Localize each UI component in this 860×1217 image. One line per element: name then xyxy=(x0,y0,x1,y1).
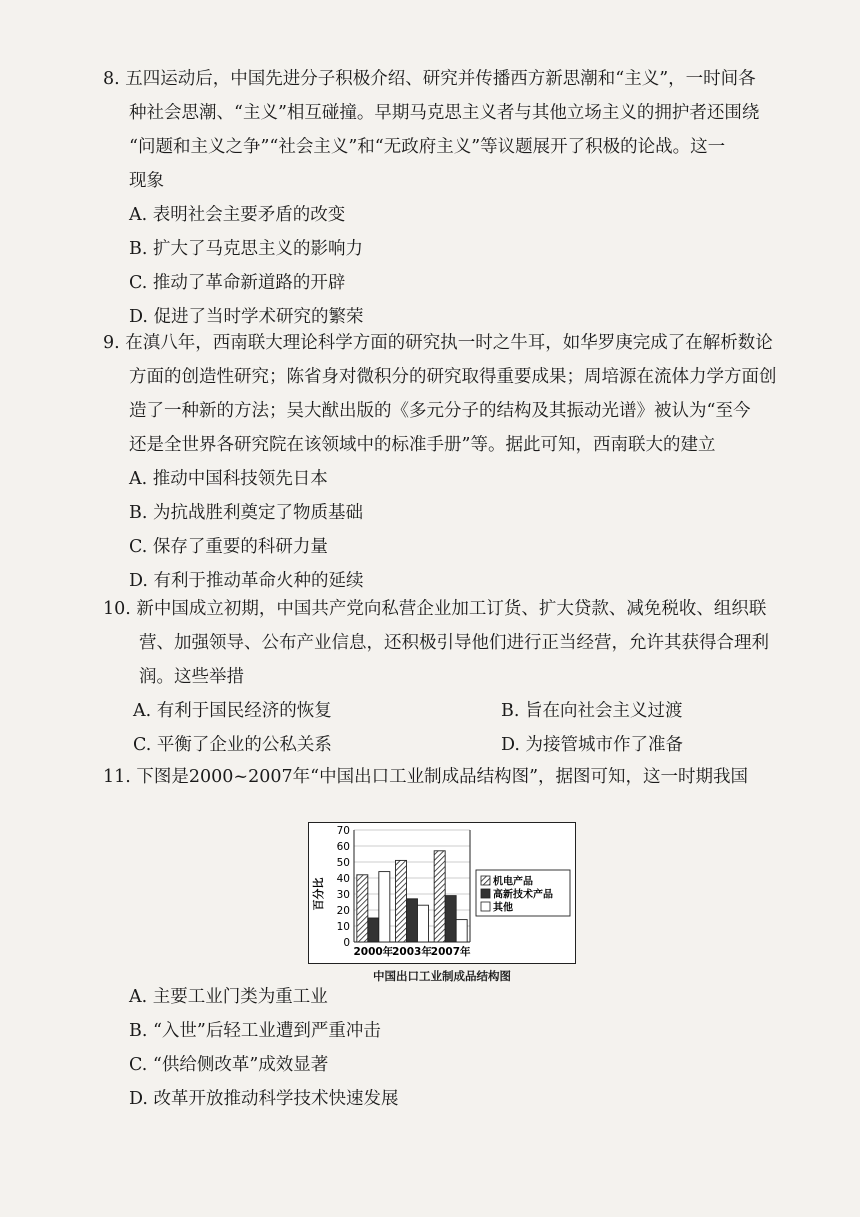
question-stem-line: 8. 五四运动后，中国先进分子积极介绍、研究并传播西方新思潮和“主义”，一时间各 xyxy=(103,69,756,89)
option-b: B. “入世”后轻工业遭到严重冲击 xyxy=(129,1021,381,1041)
legend-label: 其他 xyxy=(493,902,513,914)
legend-label: 机电产品 xyxy=(493,876,533,888)
option-a: A. 主要工业门类为重工业 xyxy=(129,987,328,1007)
legend-swatch xyxy=(481,889,490,898)
question-9 xyxy=(103,326,777,598)
bar-chart xyxy=(308,822,576,964)
option-a: A. 有利于国民经济的恢复 xyxy=(133,701,332,721)
bar xyxy=(434,851,445,942)
y-tick-label: 30 xyxy=(336,889,350,901)
y-tick-label: 10 xyxy=(336,921,350,933)
question-8 xyxy=(103,62,759,334)
question-stem-line: 营、加强领导、公布产业信息，还积极引导他们进行正当经营，允许其获得合理利 xyxy=(139,633,769,653)
option-b: B. 为抗战胜利奠定了物质基础 xyxy=(129,503,363,523)
chart-title: 中国出口工业制成品结构图 xyxy=(373,969,511,983)
y-tick-label: 0 xyxy=(343,937,350,949)
option-c: C. 推动了革命新道路的开辟 xyxy=(129,273,346,293)
bar xyxy=(445,896,456,942)
question-stem-line: 现象 xyxy=(129,171,164,191)
y-tick-label: 20 xyxy=(336,905,350,917)
bar xyxy=(456,920,467,942)
question-10 xyxy=(103,592,860,762)
question-stem-line: 方面的创造性研究；陈省身对微积分的研究取得重要成果；周培源在流体力学方面创 xyxy=(129,367,777,387)
bar xyxy=(418,905,429,942)
question-stem-line: 11. 下图是2000~2007年“中国出口工业制成品结构图”，据图可知，这一时期我国 xyxy=(103,767,749,787)
option-b: B. 扩大了马克思主义的影响力 xyxy=(129,239,363,259)
bar xyxy=(357,875,368,942)
bar xyxy=(396,860,407,942)
question-11-options xyxy=(103,980,399,1116)
legend-swatch xyxy=(481,902,490,911)
export-structure-chart xyxy=(308,822,576,964)
bar xyxy=(368,918,379,942)
option-d: D. 有利于推动革命火种的延续 xyxy=(129,571,364,591)
question-stem-line: 造了一种新的方法；吴大猷出版的《多元分子的结构及其振动光谱》被认为“至今 xyxy=(129,401,751,421)
option-c: C. “供给侧改革”成效显著 xyxy=(129,1055,329,1075)
y-tick-label: 60 xyxy=(336,841,350,853)
bar xyxy=(379,872,390,942)
legend-label: 高新技术产品 xyxy=(493,889,553,901)
question-stem-line: 还是全世界各研究院在该领域中的标准手册”等。据此可知，西南联大的建立 xyxy=(129,435,716,455)
bar xyxy=(407,899,418,942)
question-stem-line: “问题和主义之争”“社会主义”和“无政府主义”等议题展开了积极的论战。这一 xyxy=(129,137,726,157)
question-stem-line: 润。这些举措 xyxy=(139,667,244,687)
y-tick-label: 70 xyxy=(336,825,350,837)
x-tick-label: 2003年 xyxy=(392,946,432,958)
option-c: C. 保存了重要的科研力量 xyxy=(129,537,328,557)
question-stem-line: 10. 新中国成立初期，中国共产党向私营企业加工订货、扩大贷款、减免税收、组织联 xyxy=(103,599,767,619)
option-a: A. 表明社会主要矛盾的改变 xyxy=(129,205,346,225)
option-c: C. 平衡了企业的公私关系 xyxy=(133,735,332,755)
y-axis-label: 百分比 xyxy=(312,877,325,911)
question-stem-line: 种社会思潮、“主义”相互碰撞。早期马克思主义者与其他立场主义的拥护者还围绕 xyxy=(129,103,760,123)
option-d: D. 改革开放推动科学技术快速发展 xyxy=(129,1089,399,1109)
option-d: D. 为接管城市作了准备 xyxy=(501,735,684,755)
question-11 xyxy=(103,760,748,794)
option-b: B. 旨在向社会主义过渡 xyxy=(501,701,683,721)
y-tick-label: 50 xyxy=(336,857,350,869)
y-tick-label: 40 xyxy=(336,873,350,885)
question-stem-line: 9. 在滇八年，西南联大理论科学方面的研究执一时之牛耳，如华罗庚完成了在解析数论 xyxy=(103,333,773,353)
option-d: D. 促进了当时学术研究的繁荣 xyxy=(129,307,364,327)
option-a: A. 推动中国科技领先日本 xyxy=(129,469,328,489)
legend-swatch xyxy=(481,876,490,885)
x-tick-label: 2000年 xyxy=(353,946,394,958)
x-tick-label: 2007年 xyxy=(430,946,471,958)
